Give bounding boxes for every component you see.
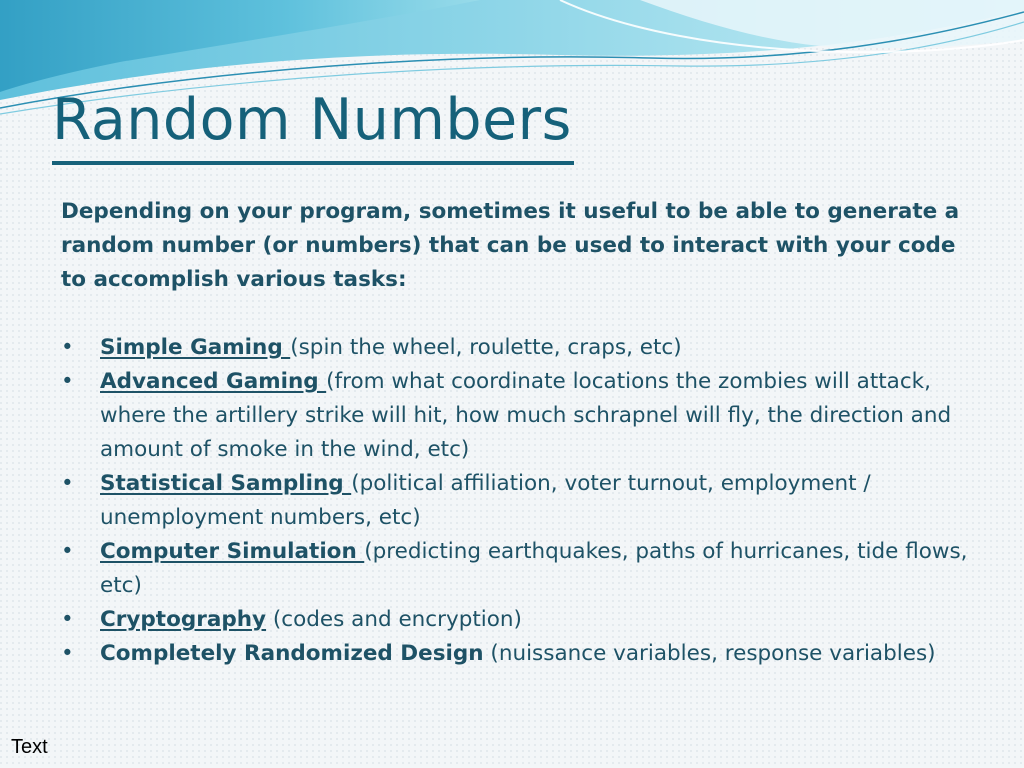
list-item <box>61 637 981 671</box>
item-description: (predicting earthquakes, paths of hurricanes, tide flows, etc) <box>100 539 968 598</box>
bullet-glyph: • <box>61 335 74 360</box>
bullet-glyph: • <box>61 471 74 496</box>
bullet-glyph: • <box>61 607 74 632</box>
footer-text-placeholder: Text <box>11 736 48 758</box>
item-term: Cryptography <box>100 607 267 632</box>
item-term: Statistical Sampling <box>100 471 352 496</box>
list-item <box>61 365 981 467</box>
bullet-glyph: • <box>61 641 74 666</box>
item-description: (nuissance variables, response variables) <box>483 641 936 666</box>
list-item <box>61 467 981 535</box>
item-term: Advanced Gaming <box>100 369 327 394</box>
bullet-glyph: • <box>61 539 74 564</box>
item-description: (spin the wheel, roulette, craps, etc) <box>290 335 682 360</box>
slide-title: Random Numbers <box>52 87 572 153</box>
item-description: (codes and encryption) <box>266 607 522 632</box>
item-term: Completely Randomized Design <box>100 641 484 666</box>
intro-paragraph: Depending on your program, sometimes it useful to be able to generate a random number (or numbers) that can be used to interact with your code to accomplish various tasks: <box>61 199 960 292</box>
item-term: Simple Gaming <box>100 335 291 360</box>
item-description: (from what coordinate locations the zombies will attack, where the artillery strike will hit, how much schrapnel will fly, the direction and amount of smoke in the wind, etc) <box>100 369 952 462</box>
list-item <box>61 603 981 637</box>
list-item <box>61 331 981 365</box>
slide-body <box>61 195 981 671</box>
item-term: Computer Simulation <box>100 539 365 564</box>
item-description: (political affiliation, voter turnout, employment / unemployment numbers, etc) <box>100 471 871 530</box>
title-underline <box>52 161 574 165</box>
list-item <box>61 535 981 603</box>
bullet-glyph: • <box>61 369 74 394</box>
bullet-list <box>61 331 981 671</box>
